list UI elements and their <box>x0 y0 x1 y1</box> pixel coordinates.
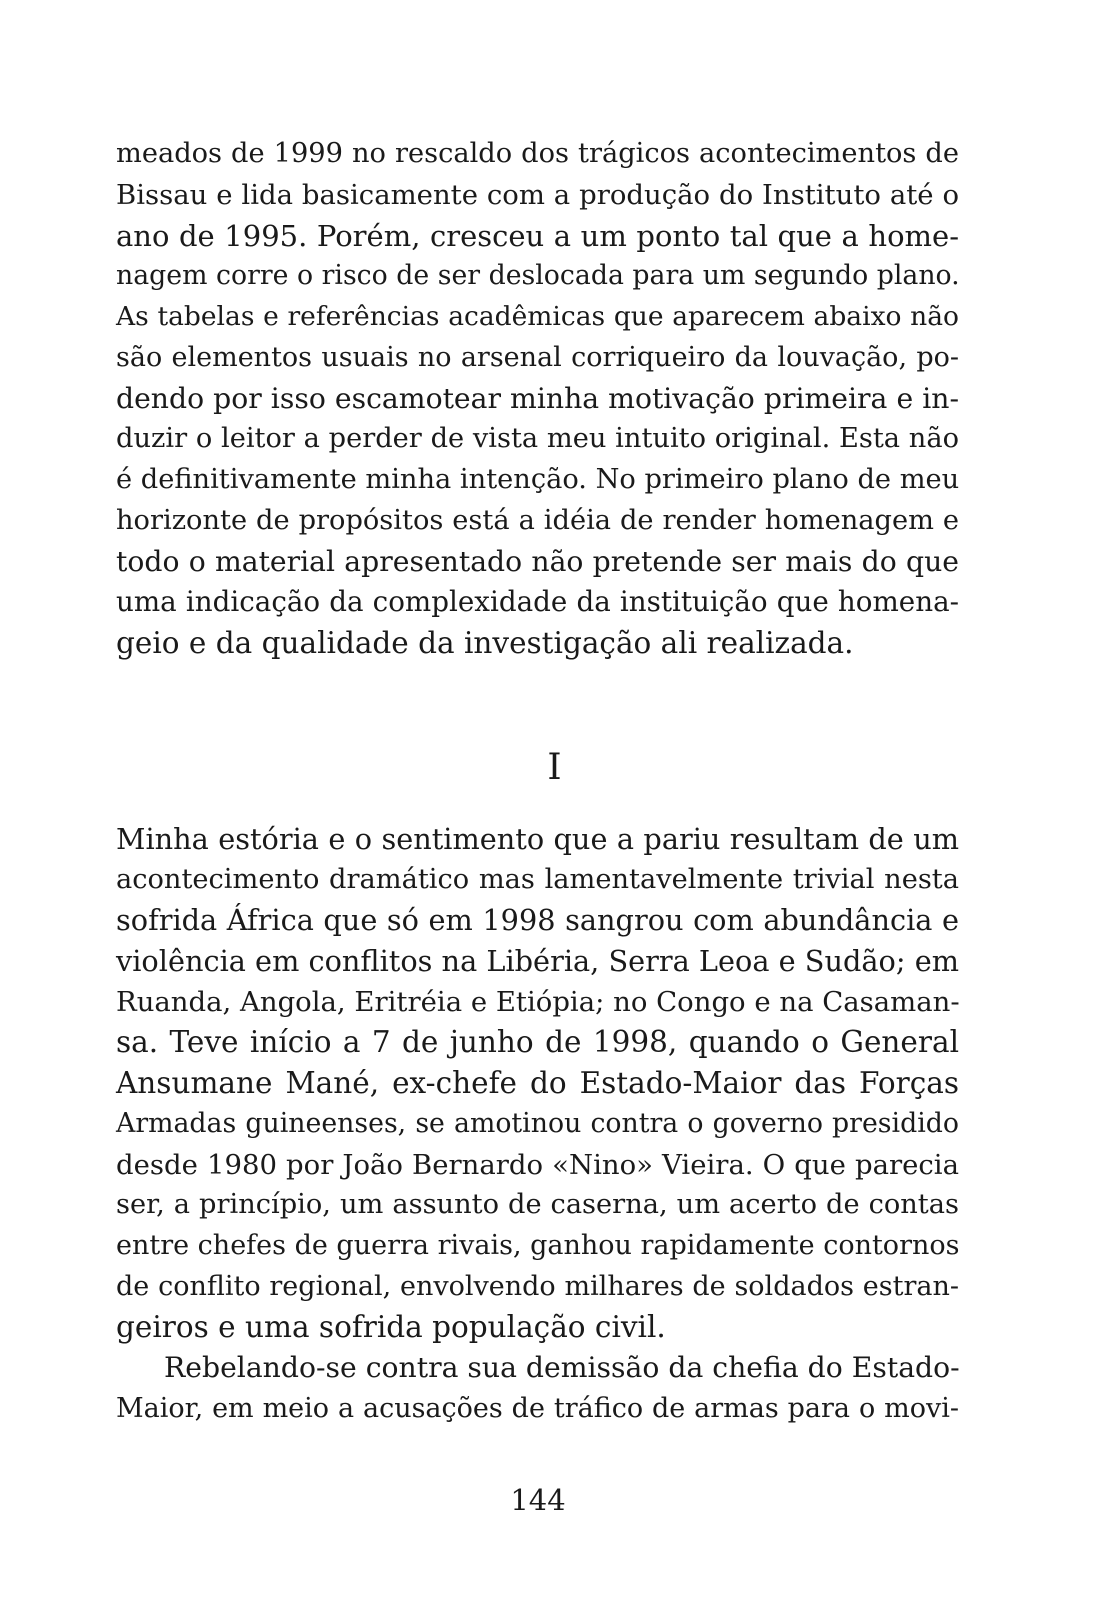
text-line: dendo por isso escamotear minha motivação primeira e in- <box>116 382 959 415</box>
text-line: As tabelas e referências acadêmicas que aparecem abaixo não <box>116 301 959 332</box>
text-line: Rebelando-se contra sua demissão da chefia do Estado- <box>164 1351 960 1384</box>
text-line: Bissau e lida basicamente com a produção do Instituto até o <box>116 179 959 211</box>
text-line: violência em conflitos na Libéria, Serra Leoa e Sudão; em <box>116 944 959 978</box>
text-line: duzir o leitor a perder de vista meu intuito original. Esta não <box>116 423 959 454</box>
text-line: acontecimento dramático mas lamentavelmente trivial nesta <box>116 864 959 895</box>
text-line: todo o material apresentado não pretende ser mais do que <box>116 545 959 578</box>
text-line: Minha estória e o sentimento que a pariu resultam de um <box>116 822 959 856</box>
text-line: geiros e uma sofrida população civil. <box>116 1310 666 1344</box>
text-line: sa. Teve início a 7 de junho de 1998, quando o General <box>116 1025 959 1059</box>
text-line: Armadas guineenses, se amotinou contra o governo presidido <box>116 1108 959 1139</box>
text-line: são elementos usuais no arsenal corriqueiro da louvação, po- <box>116 342 959 373</box>
text-line: horizonte de propósitos está a idéia de render homenagem e <box>116 505 959 536</box>
text-line: Maior, em meio a acusações de tráfico de armas para o movi- <box>116 1393 959 1424</box>
text-line: desde 1980 por João Bernardo «Nino» Vieira. O que parecia <box>116 1149 959 1181</box>
text-line: meados de 1999 no rescaldo dos trágicos acontecimentos de <box>116 138 959 169</box>
text-line: entre chefes de guerra rivais, ganhou rapidamente contornos <box>116 1230 960 1261</box>
text-line: nagem corre o risco de ser deslocada para um segundo plano. <box>116 260 960 291</box>
section-heading: I <box>547 747 562 788</box>
text-line: de conflito regional, envolvendo milhares de soldados estran- <box>116 1271 959 1302</box>
text-line: uma indicação da complexidade da instituição que homena- <box>116 585 959 618</box>
text-line: geio e da qualidade da investigação ali realizada. <box>116 626 854 660</box>
text-line: é definitivamente minha intenção. No primeiro plano de meu <box>116 464 960 495</box>
text-line: Ruanda, Angola, Eritréia e Etiópia; no Congo e na Casaman- <box>116 986 960 1018</box>
page-number: 144 <box>510 1483 566 1517</box>
text-line: Ansumane Mané, ex-chefe do Estado-Maior das Forças <box>116 1066 959 1100</box>
text-line: ser, a princípio, um assunto de caserna, um acerto de contas <box>116 1189 959 1220</box>
text-line: sofrida África que só em 1998 sangrou com abundância e <box>116 903 959 937</box>
text-line: ano de 1995. Porém, cresceu a um ponto tal que a home- <box>116 219 959 253</box>
